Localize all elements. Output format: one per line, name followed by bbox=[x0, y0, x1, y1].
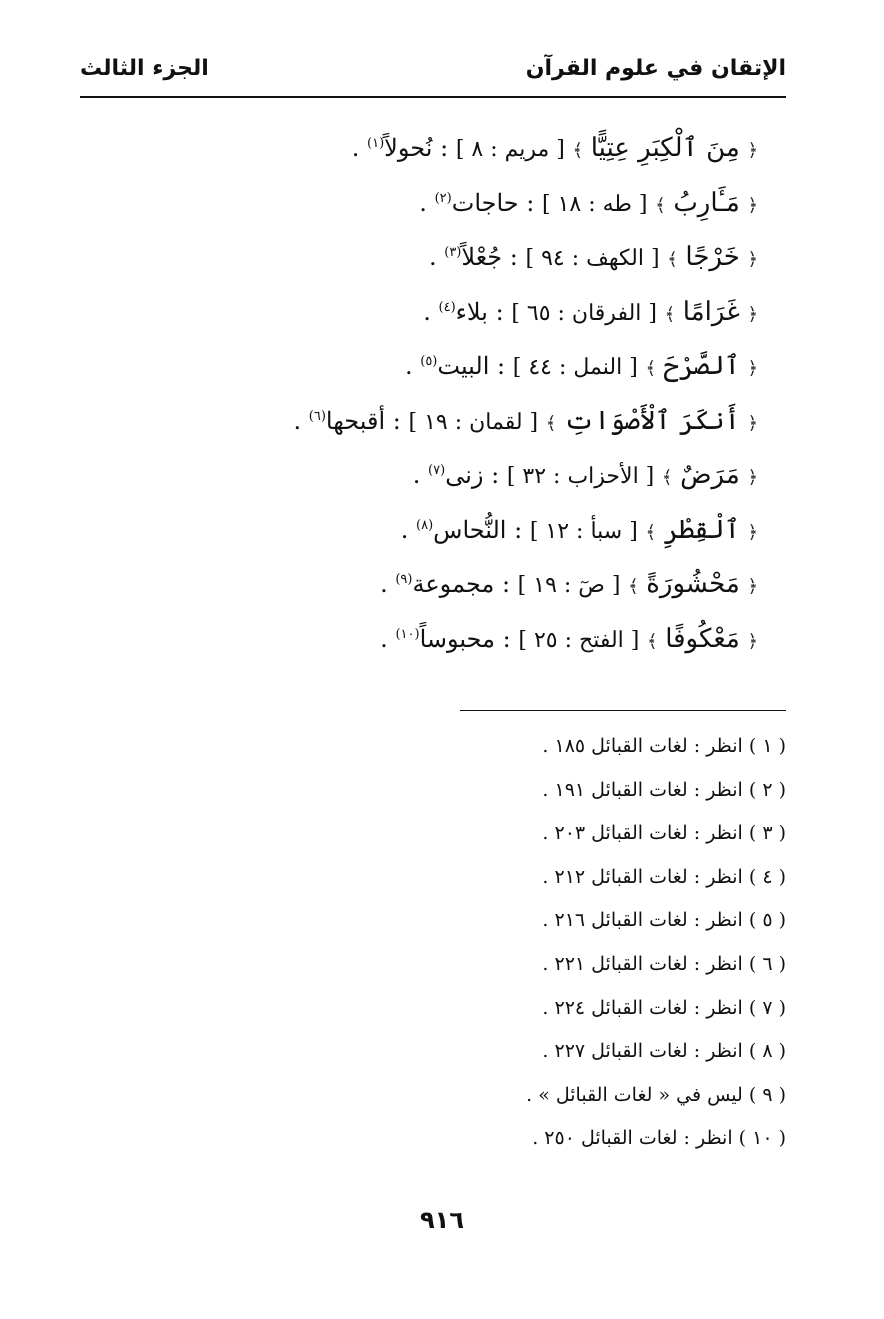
footnote-marker: (٧) bbox=[428, 463, 446, 478]
period: . bbox=[351, 134, 360, 162]
verse-reference: [ النمل : ٤٤ ] bbox=[512, 355, 638, 380]
quran-word: أَنكَرَ ٱلْأَصْوَاتِ bbox=[563, 405, 740, 436]
ornate-bracket-open: ﴿ bbox=[747, 249, 758, 270]
ornate-bracket-open: ﴿ bbox=[747, 467, 758, 488]
separator: : bbox=[440, 134, 449, 162]
quran-word: مِنَ ٱلْكِبَرِ عِتِيًّا bbox=[590, 133, 740, 163]
separator: : bbox=[491, 461, 500, 489]
footnote-9: ( ٩ ) ليس في « لغات القبائل » . bbox=[526, 1083, 786, 1106]
footnote-3: ( ٣ ) انظر : لغات القبائل ٢٠٣ . bbox=[542, 822, 786, 845]
footnote-marker: (١) bbox=[367, 136, 385, 151]
footnote-marker: (١٠) bbox=[395, 626, 420, 642]
ornate-bracket-open: ﴿ bbox=[747, 194, 758, 216]
separator: : bbox=[497, 352, 506, 380]
period: . bbox=[293, 406, 302, 435]
ornate-bracket-open: ﴿ bbox=[747, 630, 758, 652]
verse-reference: [ الفتح : ٢٥ ] bbox=[518, 627, 640, 653]
meaning: محبوساً bbox=[419, 624, 495, 653]
separator: : bbox=[501, 570, 511, 598]
verse-reference: [ الأحزاب : ٣٢ ] bbox=[506, 464, 655, 489]
footnote-6: ( ٦ ) انظر : لغات القبائل ٢٢١ . bbox=[542, 952, 786, 975]
period: . bbox=[400, 515, 409, 544]
ornate-bracket-open: ﴿ bbox=[747, 140, 758, 161]
separator: : bbox=[509, 243, 518, 271]
part-title: الجزء الثالث bbox=[80, 56, 209, 81]
ornate-bracket-open: ﴿ bbox=[747, 303, 758, 325]
entries-list bbox=[198, 124, 758, 669]
footnote-marker: (٦) bbox=[308, 408, 326, 424]
verse-reference: [ مريم : ٨ ] bbox=[455, 137, 565, 162]
meaning: أقبحها bbox=[325, 406, 386, 435]
verse-reference: [ الفرقان : ٦٥ ] bbox=[511, 300, 657, 326]
meaning: البيت bbox=[437, 352, 490, 380]
entry-6 bbox=[198, 397, 758, 452]
ornate-bracket-open: ﴿ bbox=[747, 521, 758, 543]
footnote-2: ( ٢ ) انظر : لغات القبائل ١٩١ . bbox=[542, 778, 786, 801]
meaning: جُعْلاً bbox=[461, 243, 503, 271]
footnote-marker: (٩) bbox=[395, 572, 413, 587]
footnote-marker: (٢) bbox=[434, 190, 452, 206]
entry-1 bbox=[198, 124, 758, 179]
separator: : bbox=[526, 188, 535, 217]
footnote-marker: (٥) bbox=[420, 354, 438, 369]
footnote-4: ( ٤ ) انظر : لغات القبائل ٢١٢ . bbox=[542, 865, 786, 888]
meaning: النُّحاس bbox=[433, 515, 507, 544]
ornate-bracket-close: ﴾ bbox=[661, 467, 673, 488]
quran-word: ٱلصَّرْحَ bbox=[663, 351, 740, 381]
ornate-bracket-close: ﴾ bbox=[667, 249, 678, 270]
ornate-bracket-close: ﴾ bbox=[645, 358, 656, 379]
period: . bbox=[404, 352, 413, 380]
quran-word: ٱلْقِطْرِ bbox=[663, 514, 740, 545]
quran-word: مَرَضٌ bbox=[680, 460, 740, 490]
verse-reference: [ سبأ : ١٢ ] bbox=[529, 518, 638, 544]
footnote-10: ( ١٠ ) انظر : لغات القبائل ٢٥٠ . bbox=[532, 1127, 786, 1150]
period: . bbox=[412, 461, 421, 489]
footnote-marker: (٨) bbox=[416, 517, 434, 533]
ornate-bracket-close: ﴾ bbox=[655, 194, 666, 216]
header-rule bbox=[80, 96, 786, 98]
ornate-bracket-close: ﴾ bbox=[572, 140, 584, 161]
verse-reference: [ الكهف : ٩٤ ] bbox=[525, 246, 660, 271]
entry-5 bbox=[198, 342, 758, 397]
ornate-bracket-open: ﴿ bbox=[747, 358, 758, 379]
footnote-7: ( ٧ ) انظر : لغات القبائل ٢٢٤ . bbox=[542, 996, 786, 1019]
running-header bbox=[80, 52, 786, 88]
ornate-bracket-close: ﴾ bbox=[664, 303, 676, 325]
quran-word: خَرْجًا bbox=[685, 242, 740, 272]
meaning: حاجات bbox=[451, 188, 519, 217]
meaning: زنى bbox=[445, 461, 484, 489]
footnote-8: ( ٨ ) انظر : لغات القبائل ٢٢٧ . bbox=[542, 1040, 786, 1063]
quran-word: مَـَٔارِبُ bbox=[673, 187, 740, 218]
separator: : bbox=[495, 297, 504, 326]
entry-9 bbox=[198, 560, 758, 615]
separator: : bbox=[514, 515, 523, 544]
quran-word: غَرَامًا bbox=[682, 296, 740, 327]
meaning: بلاء bbox=[455, 297, 488, 326]
verse-reference: [ لقمان : ١٩ ] bbox=[408, 409, 539, 435]
footnote-marker: (٤) bbox=[438, 299, 456, 315]
entry-2 bbox=[198, 179, 758, 234]
footnote-1: ( ١ ) انظر : لغات القبائل ١٨٥ . bbox=[542, 735, 786, 757]
period: . bbox=[423, 297, 431, 326]
ornate-bracket-close: ﴾ bbox=[545, 412, 557, 434]
entry-7 bbox=[198, 451, 758, 506]
entry-3 bbox=[198, 233, 758, 288]
period: . bbox=[428, 243, 437, 271]
footnotes-list bbox=[386, 728, 786, 1164]
ornate-bracket-close: ﴾ bbox=[628, 576, 639, 597]
verse-reference: [ صٓ : ١٩ ] bbox=[517, 573, 621, 598]
entry-4 bbox=[198, 288, 758, 343]
footnote-marker: (٣) bbox=[444, 245, 462, 260]
meaning: مجموعة bbox=[412, 570, 495, 598]
book-title: الإتقان في علوم القرآن bbox=[525, 56, 786, 81]
quran-word: مَحْشُورَةً bbox=[646, 569, 740, 599]
footnote-5: ( ٥ ) انظر : لغات القبائل ٢١٦ . bbox=[542, 909, 786, 932]
separator: : bbox=[502, 624, 511, 653]
footnote-separator bbox=[460, 710, 786, 711]
ornate-bracket-close: ﴾ bbox=[645, 521, 656, 543]
ornate-bracket-open: ﴿ bbox=[747, 576, 758, 597]
verse-reference: [ طه : ١٨ ] bbox=[541, 191, 648, 217]
meaning: نُحولاً bbox=[384, 134, 433, 162]
entry-8 bbox=[198, 506, 758, 561]
period: . bbox=[380, 570, 388, 598]
period: . bbox=[419, 188, 427, 217]
entry-10 bbox=[198, 615, 758, 670]
period: . bbox=[380, 624, 388, 653]
ornate-bracket-close: ﴾ bbox=[647, 630, 658, 652]
quran-word: مَعْكُوفًا bbox=[665, 623, 740, 654]
separator: : bbox=[392, 406, 401, 435]
page-number: ٩١٦ bbox=[420, 1206, 464, 1234]
ornate-bracket-open: ﴿ bbox=[747, 412, 758, 434]
